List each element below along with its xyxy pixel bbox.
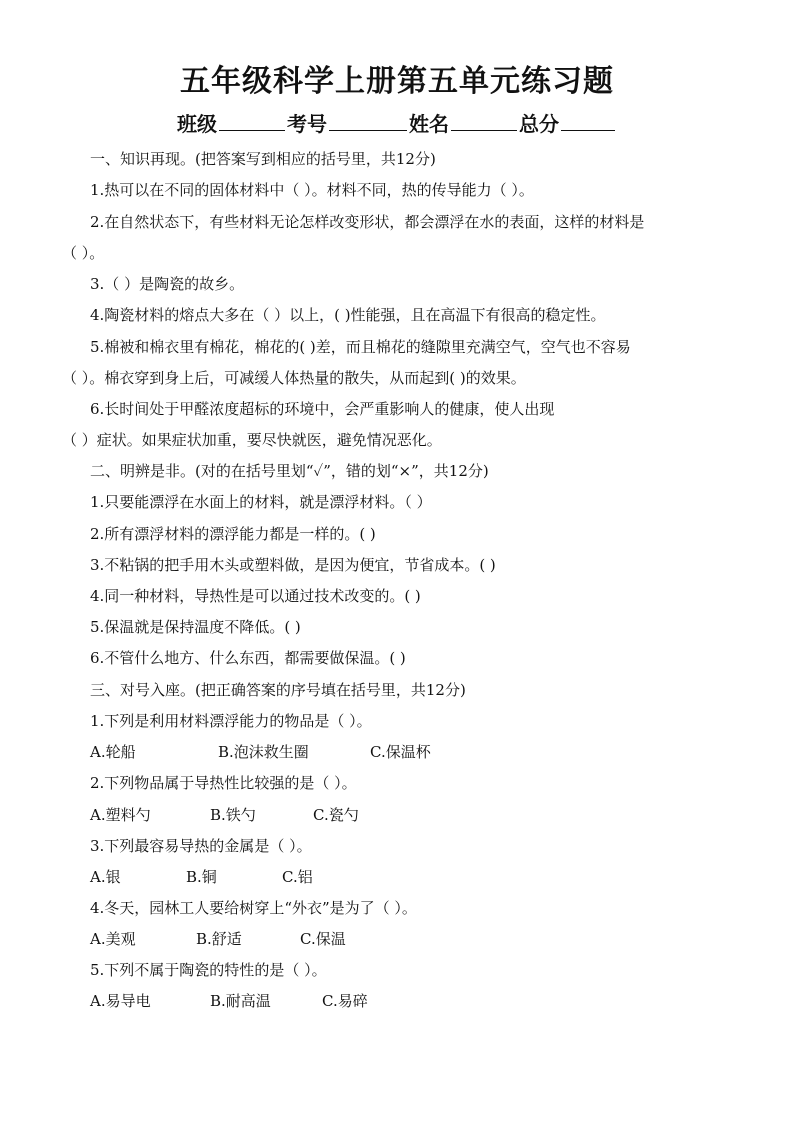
question-line: 4.同一种材料，导热性是可以通过技术改变的。( ) xyxy=(90,587,421,605)
question-line: 1.只要能漂浮在水面上的材料，就是漂浮材料。（ ） xyxy=(90,493,432,511)
question-line: 4.陶瓷材料的熔点大多在（ ）以上，( )性能强，且在高温下有很高的稳定性。 xyxy=(90,306,606,324)
option-a: A.轮船 xyxy=(90,743,136,761)
option-c: C.瓷勺 xyxy=(313,806,359,824)
options-row xyxy=(90,928,346,950)
option-c: C.保温杯 xyxy=(370,743,431,761)
name-blank[interactable] xyxy=(451,110,517,131)
option-c: C.易碎 xyxy=(322,992,368,1010)
options-row xyxy=(90,804,359,826)
question-line: 5.下列不属于陶瓷的特性的是（ ）。 xyxy=(90,961,327,979)
option-b: B.铁勺 xyxy=(210,806,256,824)
question-line: 3.下列最容易导热的金属是（ ）。 xyxy=(90,837,312,855)
question-line: 1.下列是利用材料漂浮能力的物品是（ ）。 xyxy=(90,712,372,730)
class-label: 班级 xyxy=(177,112,217,136)
exam-no-blank[interactable] xyxy=(329,110,407,131)
option-a: A.银 xyxy=(90,868,121,886)
question-line: 2.所有漂浮材料的漂浮能力都是一样的。( ) xyxy=(90,525,376,543)
question-line: 5.棉被和棉衣里有棉花，棉花的( )差，而且棉花的缝隙里充满空气，空气也不容易 xyxy=(90,338,631,356)
question-line-continued: （ ）。棉衣穿到身上后，可减缓人体热量的散失，从而起到( )的效果。 xyxy=(62,369,526,387)
option-a: A.美观 xyxy=(90,930,136,948)
option-c: C.保温 xyxy=(300,930,346,948)
class-blank[interactable] xyxy=(219,110,285,131)
options-row xyxy=(90,866,313,888)
question-line: 6.不管什么地方、什么东西，都需要做保温。( ) xyxy=(90,649,406,667)
option-b: B.耐高温 xyxy=(210,992,271,1010)
option-a: A.易导电 xyxy=(90,992,151,1010)
section-heading: 一、知识再现。(把答案写到相应的括号里，共12分) xyxy=(90,150,436,168)
question-line: 2.在自然状态下，有些材料无论怎样改变形状，都会漂浮在水的表面，这样的材料是 xyxy=(90,213,645,231)
exam-no-label: 考号 xyxy=(287,112,327,136)
question-line: 5.保温就是保持温度不降低。( ) xyxy=(90,618,301,636)
question-line-continued: （ ）。 xyxy=(62,244,105,262)
option-b: B.铜 xyxy=(186,868,217,886)
section-heading: 三、对号入座。(把正确答案的序号填在括号里，共12分) xyxy=(90,681,466,699)
score-blank[interactable] xyxy=(561,110,615,131)
question-line: 3.（ ）是陶瓷的故乡。 xyxy=(90,275,245,293)
question-line: 2.下列物品属于导热性比较强的是（ ）。 xyxy=(90,774,357,792)
question-line: 6.长时间处于甲醛浓度超标的环境中，会严重影响人的健康，使人出现 xyxy=(90,400,555,418)
options-row xyxy=(90,741,431,763)
question-line: 3.不粘锅的把手用木头或塑料做，是因为便宜，节省成本。( ) xyxy=(90,556,496,574)
option-b: B.泡沫救生圈 xyxy=(218,743,309,761)
option-b: B.舒适 xyxy=(196,930,242,948)
name-label: 姓名 xyxy=(409,112,449,136)
option-c: C.铝 xyxy=(282,868,313,886)
options-row xyxy=(90,990,368,1012)
question-line-continued: （ ）症状。如果症状加重，要尽快就医，避免情况恶化。 xyxy=(62,431,442,449)
page-title: 五年级科学上册第五单元练习题 xyxy=(180,64,614,99)
option-a: A.塑料勺 xyxy=(90,806,151,824)
section-heading: 二、明辨是非。(对的在括号里划“✓”，错的划“×”，共12分) xyxy=(90,462,489,480)
question-line: 4.冬天，园林工人要给树穿上“外衣”是为了（ ）。 xyxy=(90,899,417,917)
student-info-row xyxy=(0,108,794,140)
score-label: 总分 xyxy=(519,112,559,136)
question-line: 1.热可以在不同的固体材料中（ ）。材料不同，热的传导能力（ ）。 xyxy=(90,181,534,199)
